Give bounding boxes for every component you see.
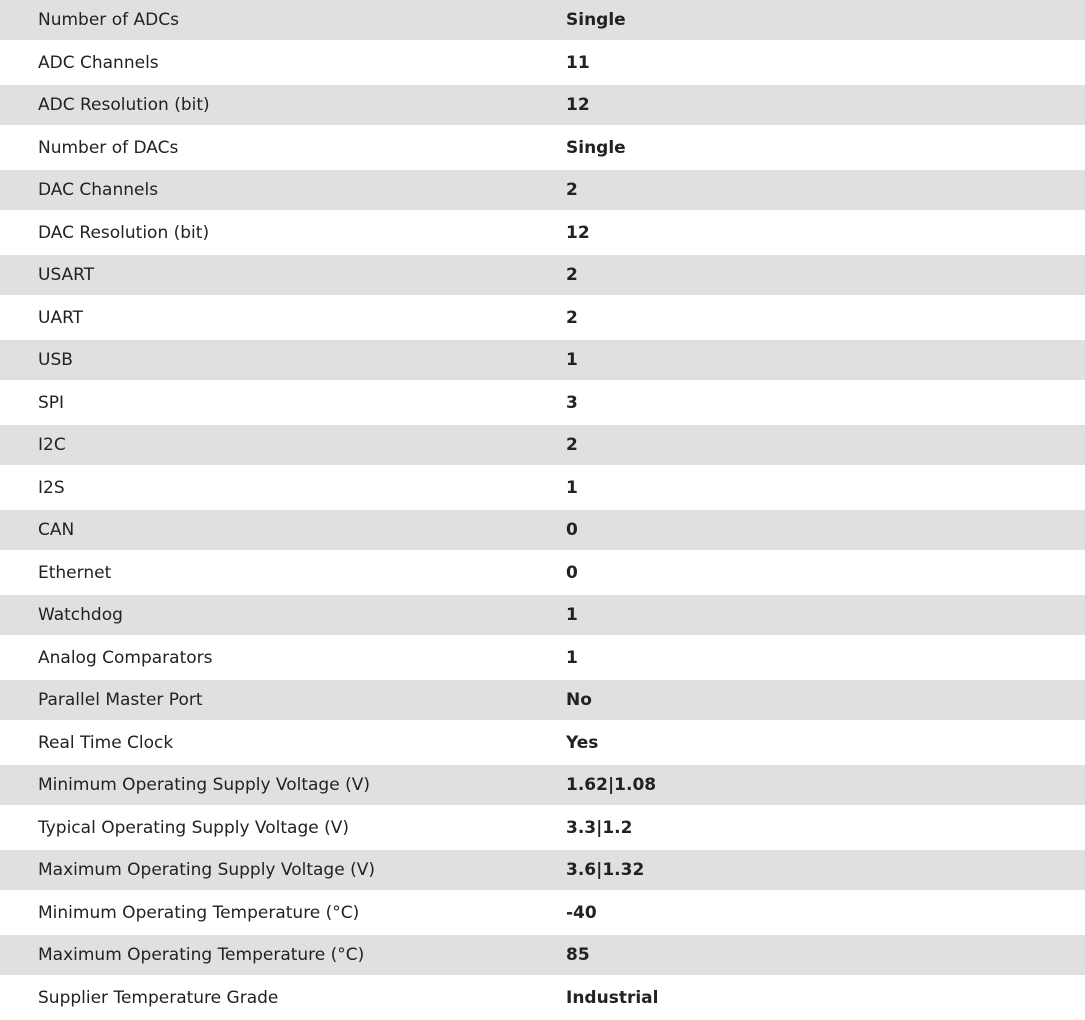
spec-row	[0, 595, 1085, 635]
spec-row	[0, 0, 1085, 40]
spec-value: 2	[566, 435, 578, 455]
spec-value: 0	[566, 520, 578, 540]
spec-row	[0, 425, 1085, 465]
spec-value: 3	[566, 392, 578, 413]
spec-label: Real Time Clock	[38, 732, 174, 753]
spec-row	[0, 808, 1085, 848]
spec-label: Watchdog	[38, 605, 123, 625]
spec-row	[0, 935, 1085, 975]
spec-row	[0, 893, 1085, 933]
spec-label: Minimum Operating Temperature (°C)	[38, 902, 360, 923]
spec-value: 2	[566, 265, 578, 285]
spec-value: 1.62|1.08	[566, 775, 657, 795]
spec-row	[0, 638, 1085, 678]
spec-row	[0, 680, 1085, 720]
spec-value: 11	[566, 52, 590, 73]
spec-label: DAC Channels	[38, 180, 159, 200]
spec-label: Ethernet	[38, 562, 112, 583]
spec-label: Number of ADCs	[38, 10, 179, 30]
spec-row	[0, 765, 1085, 805]
spec-value: 1	[566, 605, 578, 625]
spec-value: Single	[566, 137, 626, 158]
spec-label: UART	[38, 307, 84, 328]
spec-value: 1	[566, 647, 578, 668]
spec-label: Typical Operating Supply Voltage (V)	[38, 817, 349, 838]
spec-value: No	[566, 690, 592, 710]
spec-row	[0, 383, 1085, 423]
spec-row	[0, 850, 1085, 890]
spec-value: -40	[566, 902, 597, 923]
spec-row	[0, 128, 1085, 168]
spec-value: 2	[566, 180, 578, 200]
spec-label: USB	[38, 350, 73, 370]
spec-label: Parallel Master Port	[38, 690, 203, 710]
spec-value: Single	[566, 10, 626, 30]
spec-row	[0, 340, 1085, 380]
spec-value: 0	[566, 562, 578, 583]
spec-row	[0, 468, 1085, 508]
spec-value: 12	[566, 95, 590, 115]
spec-row	[0, 298, 1085, 338]
spec-row	[0, 43, 1085, 83]
spec-row	[0, 510, 1085, 550]
spec-value: 1	[566, 350, 578, 370]
spec-row	[0, 213, 1085, 253]
spec-label: Minimum Operating Supply Voltage (V)	[38, 775, 370, 795]
spec-row	[0, 255, 1085, 295]
spec-value: Industrial	[566, 987, 659, 1008]
spec-label: I2S	[38, 477, 65, 498]
spec-label: SPI	[38, 392, 65, 413]
spec-label: Number of DACs	[38, 137, 179, 158]
spec-value: 2	[566, 307, 578, 328]
spec-label: I2C	[38, 435, 66, 455]
spec-value: 85	[566, 945, 590, 965]
spec-label: Analog Comparators	[38, 647, 213, 668]
spec-value: 12	[566, 222, 590, 243]
spec-row	[0, 978, 1085, 1018]
spec-value: 1	[566, 477, 578, 498]
spec-value: 3.3|1.2	[566, 817, 633, 838]
spec-label: ADC Resolution (bit)	[38, 95, 210, 115]
spec-label: Maximum Operating Temperature (°C)	[38, 945, 365, 965]
spec-label: ADC Channels	[38, 52, 159, 73]
spec-label: CAN	[38, 520, 75, 540]
spec-value: Yes	[566, 732, 599, 753]
spec-row	[0, 723, 1085, 763]
spec-row	[0, 170, 1085, 210]
spec-label: Maximum Operating Supply Voltage (V)	[38, 860, 375, 880]
spec-value: 3.6|1.32	[566, 860, 645, 880]
spec-label: DAC Resolution (bit)	[38, 222, 210, 243]
spec-label: Supplier Temperature Grade	[38, 987, 279, 1008]
spec-row	[0, 85, 1085, 125]
spec-row	[0, 553, 1085, 593]
spec-label: USART	[38, 265, 95, 285]
